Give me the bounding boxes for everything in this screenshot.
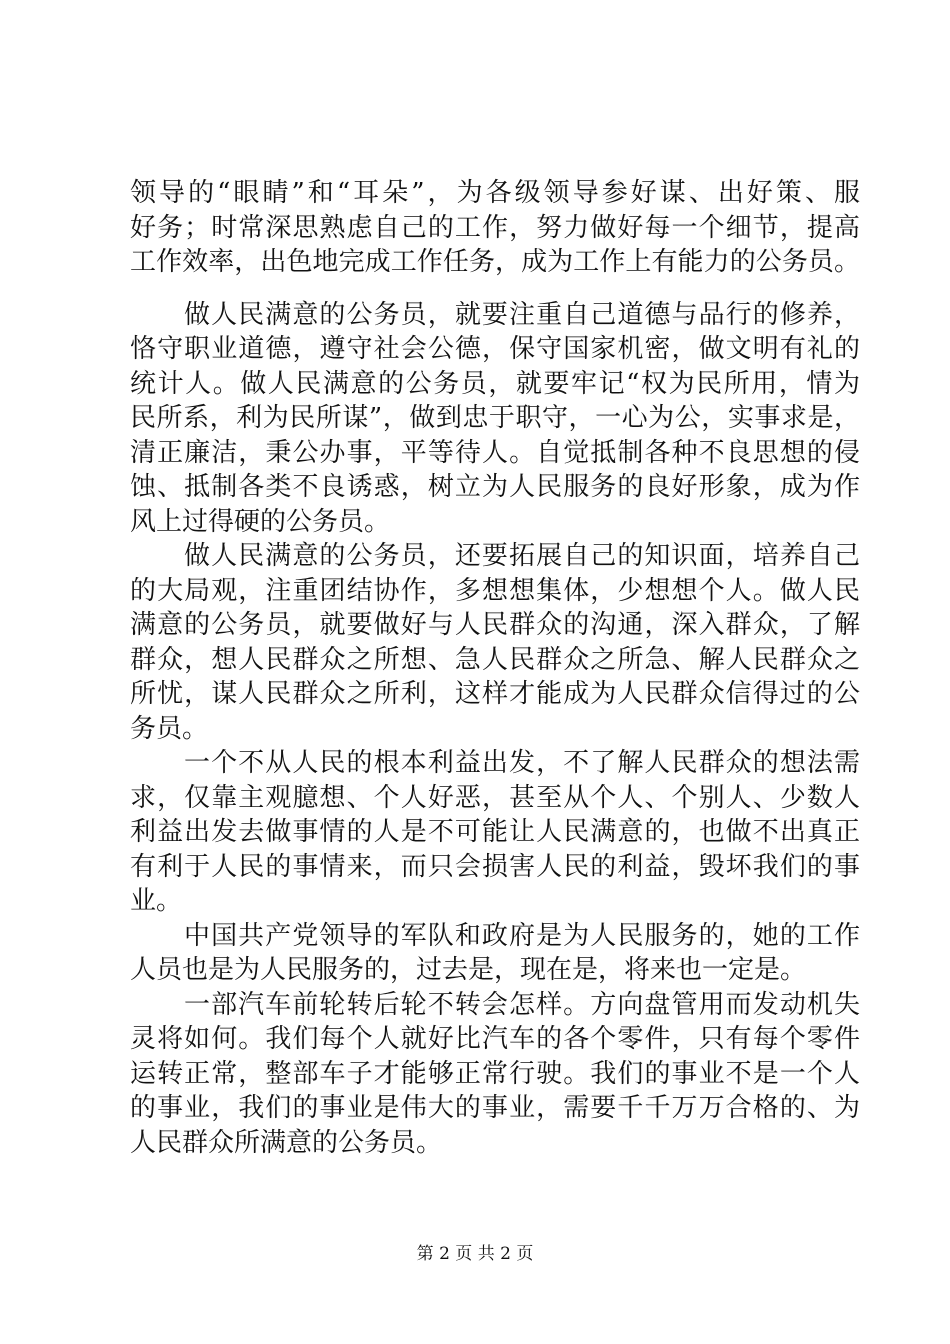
text-line: 人民群众所满意的公务员。 [130,1127,443,1158]
text-line: 工作效率，出色地完成工作任务，成为工作上有能力的公务员。 [130,247,860,277]
page-footer: 第 2 页 共 2 页 [416,1244,534,1264]
document-body [130,176,860,1160]
text-line: 利益出发去做事情的人是不可能让人民满意的，也做不出真正 [130,817,860,847]
text-line: 做人民满意的公务员，就要注重自己道德与品行的修养， [184,299,860,330]
paragraph-gap [130,280,860,298]
paragraph [130,746,860,919]
text-line: 灵将如何。我们每个人就好比汽车的各个零件，只有每个零件 [130,1024,860,1054]
text-line: 求，仅靠主观臆想、个人好恶，甚至从个人、个别人、少数人 [130,782,860,813]
text-line: 民所系，利为民所谋”，做到忠于职守，一心为公，实事求是， [130,403,860,433]
text-line: 清正廉洁，秉公办事，平等待人。自觉抵制各种不良思想的侵 [130,437,860,468]
paragraph [130,176,860,280]
paragraph [130,988,860,1161]
text-line: 的大局观，注重团结协作，多想想集体，少想想个人。做人民 [130,575,860,606]
text-line: 群众，想人民群众之所想、急人民群众之所急、解人民群众之 [130,644,860,675]
paragraph [130,919,860,988]
text-line: 风上过得硬的公务员。 [130,506,391,537]
text-line: 做人民满意的公务员，还要拓展自己的知识面，培养自己 [184,541,860,571]
text-line: 人员也是为人民服务的，过去是，现在是，将来也一定是。 [130,955,807,985]
text-line: 恪守职业道德，遵守社会公德，保守国家机密，做文明有礼的 [130,334,860,364]
text-line: 蚀、抵制各类不良诱惑，树立为人民服务的良好形象，成为作 [130,472,860,502]
text-line: 业。 [130,886,183,916]
text-line: 领导的“眼睛”和“耳朵”，为各级领导参好谋、出好策、服 [130,178,860,208]
text-line: 统计人。做人民满意的公务员，就要牢记“权为民所用，情为 [130,368,860,399]
text-line: 有利于人民的事情来，而只会损害人民的利益，毁坏我们的事 [130,851,860,882]
paragraph [130,539,860,746]
text-line: 中国共产党领导的军队和政府是为人民服务的，她的工作 [184,920,860,951]
text-line: 满意的公务员，就要做好与人民群众的沟通，深入群众，了解 [130,610,860,640]
text-line: 运转正常，整部车子才能够正常行驶。我们的事业不是一个人 [130,1058,860,1089]
paragraph [130,298,860,540]
text-line: 务员。 [130,713,209,744]
text-line: 的事业，我们的事业是伟大的事业，需要千千万万合格的、为 [130,1093,860,1123]
text-line: 好务；时常深思熟虑自己的工作，努力做好每一个细节，提高 [130,212,860,243]
text-line: 所忧，谋人民群众之所利，这样才能成为人民群众信得过的公 [130,679,860,709]
text-line: 一部汽车前轮转后轮不转会怎样。方向盘管用而发动机失 [184,989,860,1020]
text-line: 一个不从人民的根本利益出发，不了解人民群众的想法需 [184,748,860,778]
